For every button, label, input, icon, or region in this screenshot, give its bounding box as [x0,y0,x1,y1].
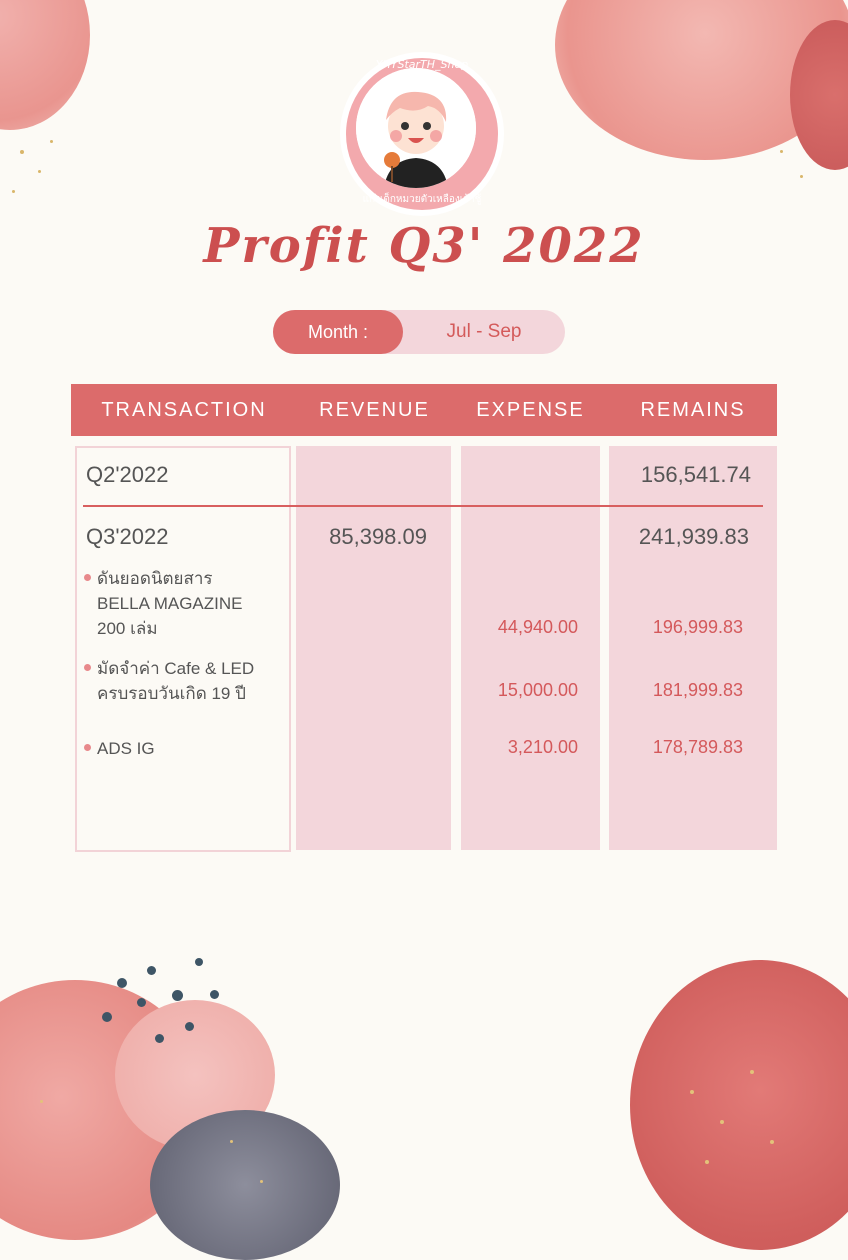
decor-dot [210,990,219,999]
gold-speck [230,1140,233,1143]
gold-speck [50,140,53,143]
decor-dot [102,1012,112,1022]
logo-mascot [356,68,476,188]
item-line: BELLA MAGAZINE [97,594,243,613]
gold-speck [260,1180,263,1183]
row-divider [83,505,763,507]
item-3-remains: 178,789.83 [652,737,743,757]
shop-logo [340,52,504,216]
header-revenue: REVENUE [319,399,430,421]
header-expense: EXPENSE [476,399,585,421]
watercolor-decoration-bottom-right [630,960,848,1250]
transaction-item-3 [97,736,287,761]
month-label: Month : [273,310,403,354]
gold-speck [770,1140,774,1144]
q3-remains: 241,939.83 [638,524,749,549]
item-line: มัดจำค่า Cafe & LED [97,659,255,678]
decor-dot [195,958,203,966]
transaction-item-1 [97,566,287,641]
page-title: Profit Q3' 2022 [203,218,645,274]
watercolor-decoration-bottom-grey [150,1110,340,1260]
header-remains: REMAINS [640,399,746,421]
q3-revenue: 85,398.09 [329,524,427,549]
bullet-icon [84,664,91,671]
q2-remains: 156,541.74 [640,462,751,487]
gold-speck [690,1090,694,1094]
gold-speck [780,150,783,153]
gold-speck [20,150,24,154]
logo-bottom-text: แก๊งเด็กหมวยตัวเหลืองเจ้าชู้ [362,194,482,205]
decor-dot [117,978,127,988]
item-line: ดันยอดนิตยสาร [97,569,213,588]
gold-speck [12,190,15,193]
item-3-expense: 3,210.00 [507,737,578,757]
header-transaction: TRANSACTION [101,399,267,421]
decor-dot [155,1034,164,1043]
item-line: ครบรอบวันเกิด 19 ปี [97,684,246,703]
month-pill [273,310,565,354]
q3-period: Q3'2022 [86,524,169,549]
gold-speck [705,1160,709,1164]
logo-top-text: YHYStarTH_Shop [375,58,469,71]
gold-speck [720,1120,724,1124]
watercolor-decoration-top-left [0,0,90,130]
item-1-remains: 196,999.83 [652,617,743,637]
bullet-icon [84,574,91,581]
q2-period: Q2'2022 [86,462,169,487]
item-2-remains: 181,999.83 [652,680,743,700]
item-line: ADS IG [97,739,155,758]
gold-speck [40,1100,43,1103]
item-line: 200 เล่ม [97,619,158,638]
decor-dot [147,966,156,975]
transaction-item-2 [97,656,287,706]
decor-dot [137,998,146,1007]
month-value: Jul - Sep [446,321,522,342]
gold-speck [38,170,41,173]
item-1-expense: 44,940.00 [497,617,578,637]
mascot-illustration [356,68,476,188]
item-2-expense: 15,000.00 [497,680,578,700]
table-header [71,384,777,436]
decor-dot [185,1022,194,1031]
bullet-icon [84,744,91,751]
decor-dot [172,990,183,1001]
gold-speck [800,175,803,178]
gold-speck [750,1070,754,1074]
